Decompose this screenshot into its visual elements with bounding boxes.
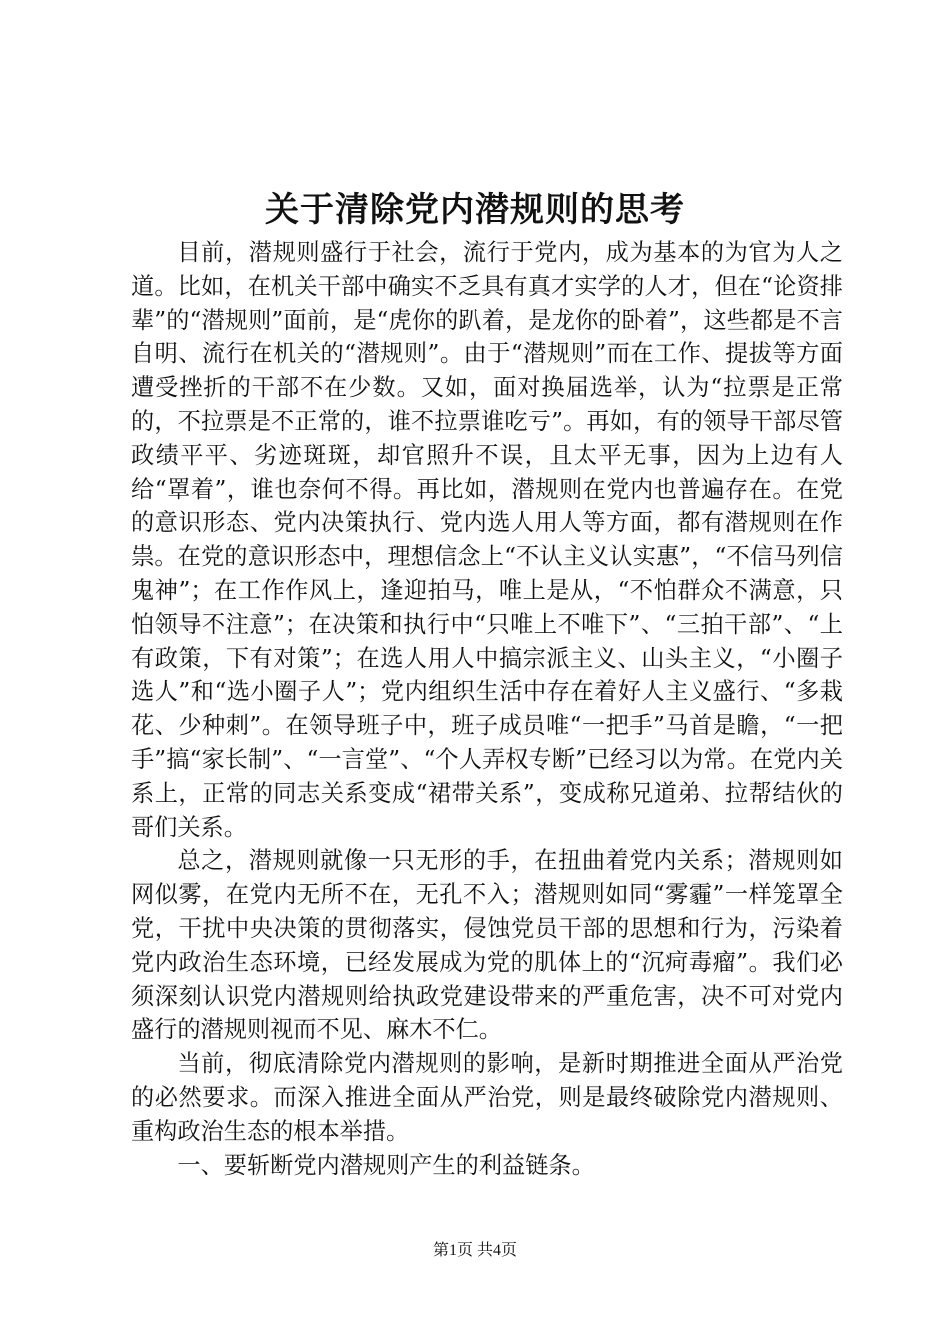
document-title: 关于清除党内潜规则的思考 xyxy=(265,190,685,230)
paragraph: 总之，潜规则就像一只无形的手，在扭曲着党内关系；潜规则如网似雾，在党内无所不在，无孔不入；潜规则如同“雾霾”一样笼罩全党，干扰中央决策的贯彻落实，侵蚀党员干部的思想和行为，污染着党内政治生态环境，已经发展成为党的肌体上的“沉疴毒瘤”。我们必须深刻认识党内潜规则给执政党建设带来的严重危害，决不可对党内盛行的潜规则视而不见、麻木不仁。 xyxy=(131,847,843,1044)
page-number-footer: 第1页 共4页 xyxy=(432,1242,517,1259)
paragraph: 当前，彻底清除党内潜规则的影响，是新时期推进全面从严治党的必然要求。而深入推进全面从严治党，则是最终破除党内潜规则、重构政治生态的根本举措。 xyxy=(131,1050,843,1145)
document-body xyxy=(131,236,843,1182)
paragraph: 目前，潜规则盛行于社会，流行于党内，成为基本的为官为人之道。比如，在机关干部中确实不乏具有真才实学的人才，但在“论资排辈”的“潜规则”面前，是“虎你的趴着，是龙你的卧着”，这些都是不言自明、流行在机关的“潜规则”。由于“潜规则”而在工作、提拔等方面遭受挫折的干部不在少数。又如，面对换届选举，认为“拉票是正常的，不拉票是不正常的，谁不拉票谁吃亏”。再如，有的领导干部尽管政绩平平、劣迹斑斑，却官照升不误，且太平无事，因为上边有人给“罩着”，谁也奈何不得。再比如，潜规则在党内也普遍存在。在党的意识形态、党内决策执行、党内选人用人等方面，都有潜规则在作祟。在党的意识形态中，理想信念上“不认主义认实惠”，“不信马列信鬼神”；在工作作风上，逢迎拍马，唯上是从，“不怕群众不满意，只怕领导不注意”；在决策和执行中“只唯上不唯下”、“三拍干部”、“上有政策，下有对策”；在选人用人中搞宗派主义、山头主义，“小圈子选人”和“选小圈子人”；党内组织生活中存在着好人主义盛行、“多栽花、少种刺”。在领导班子中，班子成员唯“一把手”马首是瞻，“一把手”搞“家长制”、“一言堂”、“个人弄权专断”已经习以为常。在党内关系上，正常的同志关系变成“裙带关系”，变成称兄道弟、拉帮结伙的哥们关系。 xyxy=(131,239,843,841)
section-heading: 一、要斩断党内潜规则产生的利益链条。 xyxy=(177,1151,595,1179)
